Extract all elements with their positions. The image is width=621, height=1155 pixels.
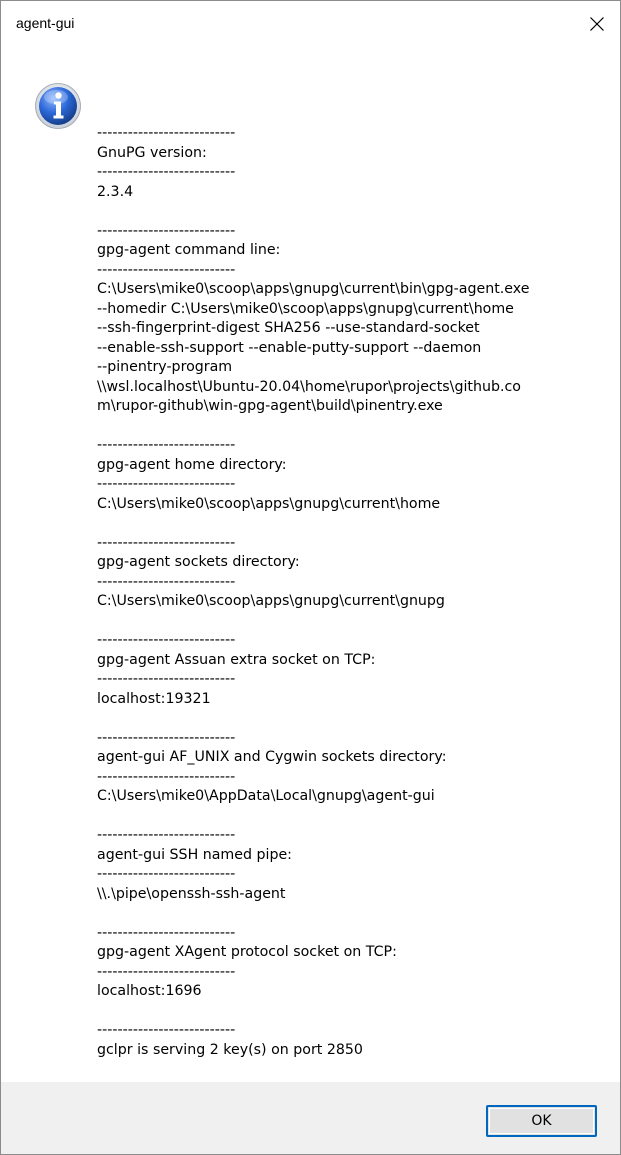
message-line: m\rupor-github\win-gpg-agent\build\pinentry.exe [97, 398, 443, 414]
message-line: gpg-agent command line: [97, 242, 281, 258]
message-line: gclpr is serving 2 key(s) on port 2850 [97, 1041, 363, 1058]
message-line: --------------------------- [97, 476, 236, 492]
message-line: --------------------------- [97, 125, 236, 141]
message-line: GnuPG version: [97, 144, 207, 161]
message-line: --homedir C:\Users\mike0\scoop\apps\gnupg\current\home [97, 300, 514, 317]
message-line: --------------------------- [97, 632, 236, 648]
message-line: gpg-agent XAgent protocol socket on TCP: [97, 944, 397, 960]
message-line: --------------------------- [97, 866, 236, 882]
message-line: --ssh-fingerprint-digest SHA256 --use-standard-socket [97, 320, 480, 336]
message-line: localhost:19321 [97, 690, 211, 707]
message-line: 2.3.4 [97, 183, 134, 200]
message-line: C:\Users\mike0\AppData\Local\gnupg\agent-gui [97, 788, 435, 804]
message-line: --------------------------- [97, 671, 236, 687]
message-line: --enable-ssh-support --enable-putty-support --daemon [97, 339, 482, 356]
message-line: localhost:1696 [97, 983, 202, 999]
message-line: C:\Users\mike0\scoop\apps\gnupg\current\gnupg [97, 593, 445, 609]
message-line: --pinentry-program [97, 359, 233, 375]
message-line: --------------------------- [97, 534, 236, 551]
close-icon [589, 16, 605, 32]
message-line: --------------------------- [97, 768, 236, 785]
message-line: gpg-agent home directory: [97, 456, 287, 473]
message-line: --------------------------- [97, 924, 236, 941]
message-line: --------------------------- [97, 222, 236, 239]
message-line: C:\Users\mike0\scoop\apps\gnupg\current\bin\gpg-agent.exe [97, 281, 530, 297]
message-line: gpg-agent sockets directory: [97, 554, 300, 570]
message-line: --------------------------- [97, 437, 236, 453]
ok-button-label: OK [531, 1113, 552, 1129]
message-line: C:\Users\mike0\scoop\apps\gnupg\current\home [97, 495, 441, 512]
message-line: gpg-agent Assuan extra socket on TCP: [97, 651, 376, 668]
info-icon [35, 83, 81, 129]
message-line: \\wsl.localhost\Ubuntu-20.04\home\rupor\projects\github.co [97, 378, 521, 395]
message-line: --------------------------- [97, 827, 236, 843]
message-line: \\.\pipe\openssh-ssh-agent [97, 885, 286, 902]
message-text [97, 124, 607, 1060]
button-bar [1, 1082, 620, 1154]
message-line: --------------------------- [97, 164, 236, 180]
message-line: --------------------------- [97, 573, 236, 590]
message-line: --------------------------- [97, 729, 236, 746]
message-line: --------------------------- [97, 261, 236, 278]
title-bar[interactable] [1, 1, 620, 47]
dialog-content [1, 47, 620, 1082]
ok-button[interactable] [486, 1105, 597, 1137]
close-button[interactable] [574, 1, 620, 47]
message-line: agent-gui AF_UNIX and Cygwin sockets directory: [97, 749, 447, 765]
message-line: agent-gui SSH named pipe: [97, 846, 292, 863]
message-line: --------------------------- [97, 1022, 236, 1038]
message-line: --------------------------- [97, 963, 236, 980]
window-title: agent-gui [16, 15, 75, 31]
